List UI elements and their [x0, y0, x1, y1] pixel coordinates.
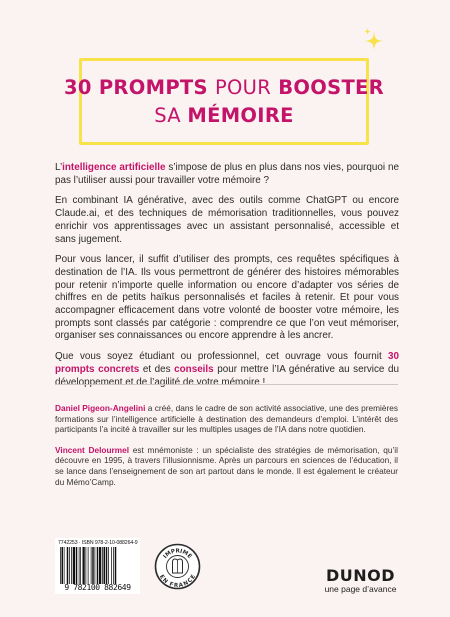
title-part: MÉMOIRE — [187, 103, 294, 127]
printed-in-france-seal — [154, 543, 201, 590]
barcode-bars — [58, 547, 137, 584]
back-cover-text — [55, 162, 399, 397]
highlight-text: 30 prompts concrets — [55, 351, 399, 375]
highlight-text: intelligence artificielle — [62, 162, 166, 173]
paragraph-3: Pour vous lancer, il suffit d’utiliser des prompts, ces requêtes spécifiques à destination de l’IA. Ils vous permettront de générer des histoires mémorables pour retenir n’importe quelle information ou encore d’adapter vos séries de chiffres en de petits haïkus personnalisés et faciles à retenir. Et pour vous accompagner efficacement dans votre volonté de booster votre mémoire, les prompts sont classés par catégorie : comprendre ce que l’on veut mémoriser, organiser ses connaissances ou encore apprendre à les ancrer. — [55, 254, 399, 342]
publisher-name: DUNOD — [325, 566, 396, 585]
isbn-label: 7742253 · ISBN 978-2-10-088264-9 — [58, 540, 138, 546]
text-run: et des — [139, 363, 175, 375]
title-part: SA — [154, 103, 188, 127]
title-part: BOOSTER — [271, 75, 384, 99]
title-line-1 — [64, 74, 384, 102]
author-name: Vincent Delourmel — [55, 444, 130, 455]
author-bio-2 — [55, 445, 398, 487]
title-part: 30 PROMPTS — [64, 75, 215, 99]
author-name: Daniel Pigeon-Angelini — [55, 403, 146, 413]
author-description: est mnémoniste : un spécialiste des stratégies de mémorisation, qu’il découvre en 1995, à travers l’illusionnisme. Après un parcours en sciences de l’éducation, il se lance dans l’enseignement de son art partout dans le monde. Il est également le créateur du Mémo’Camp. — [55, 444, 398, 487]
paragraph-2: En combinant IA générative, avec des outils comme ChatGPT ou encore Claude.ai, et des techniques de mémorisation traditionnelles, vous pouvez enrichir vos apprentissages avec un assistant personnalisé, accessible et sans jugement. — [55, 195, 399, 245]
divider — [55, 384, 398, 385]
seal-top-text: IMPRIMÉ — [162, 548, 193, 560]
publisher-logo — [318, 568, 403, 594]
paragraph-1 — [55, 162, 399, 187]
title-line-2 — [154, 102, 294, 130]
text-run: pour mettre l’IA générative au service du développement et de l’agilité de votre mémoire ! — [55, 363, 399, 388]
publisher-tagline: une page d’avance — [324, 584, 397, 594]
barcode — [55, 538, 140, 594]
cover-title-box — [64, 58, 384, 145]
highlight-text: conseils — [174, 363, 214, 375]
title-part: POUR — [214, 75, 272, 99]
text-run: L’ — [55, 162, 63, 173]
text-run: Que vous soyez étudiant ou professionnel, cet ouvrage vous fournit — [55, 351, 389, 363]
author-bio-1 — [55, 403, 398, 435]
seal-bottom-text: EN FRANCE — [157, 574, 198, 590]
author-bios — [55, 403, 398, 497]
barcode-number: 9 782100 882649 — [64, 583, 131, 592]
author-description: a créé, dans le cadre de son activité associative, une des premières formations sur l’intelligence artificielle à destination des demandeurs d’emploi. L’intérêt des participants l’a incité à travailler sur les multiples usages de l’IA dans notre quotidien. — [55, 403, 398, 435]
text-run: s’impose de plus en plus dans nos vies, pourquoi ne pas l’utiliser aussi pour travailler votre mémoire ? — [55, 162, 399, 186]
small-sparkle-icon — [364, 28, 371, 35]
